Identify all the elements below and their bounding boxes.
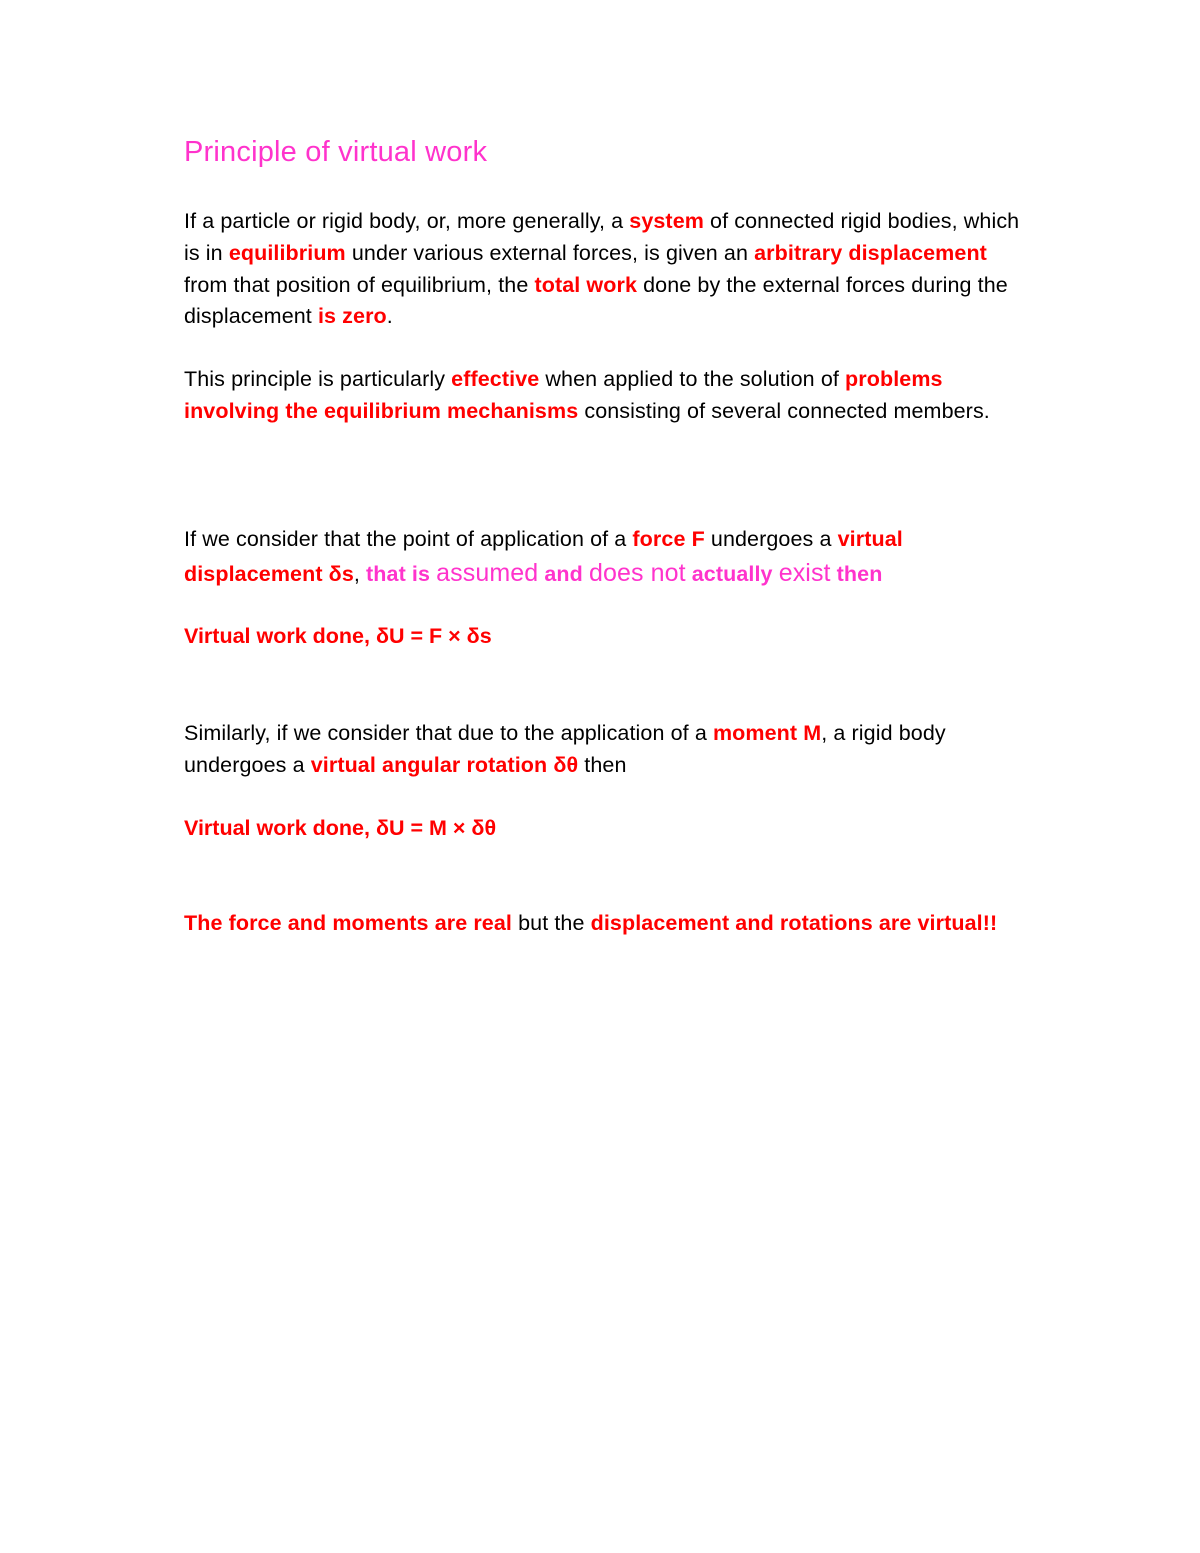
text: This principle is particularly [184, 367, 452, 391]
text: , a rigid body undergoes a [184, 721, 946, 777]
highlight-system: system [629, 209, 704, 233]
text: , [353, 562, 367, 586]
paragraph-conclusion [184, 908, 1034, 940]
pink-text-large: does not [588, 559, 686, 587]
pink-text-large: assumed [436, 559, 539, 587]
text: when applied to the solution of [539, 367, 846, 391]
highlight-real: The force and moments are real [184, 911, 512, 935]
paragraph-force [184, 522, 1034, 591]
text: If we consider that the point of application of a [184, 527, 633, 551]
text: under various external forces, is given an [345, 240, 755, 265]
text: Similarly, if we consider that due to the application of a [184, 721, 713, 745]
highlight-is-zero: is zero [317, 304, 387, 329]
pink-text: and [538, 562, 589, 586]
text: but the [512, 911, 591, 935]
text: from that position of equilibrium, the [184, 272, 535, 297]
highlight-moment-m: moment M [712, 721, 822, 745]
text: done by the external forces during the displacement [184, 272, 1008, 329]
text: then [578, 752, 627, 777]
highlight-force-f: force F [632, 527, 705, 551]
text: undergoes a [704, 527, 838, 551]
paragraph-definition [184, 206, 1034, 333]
formula-moment: Virtual work done, δU = M × δθ [184, 816, 497, 840]
pink-text: then [830, 562, 883, 586]
highlight-virtual-displacement: virtual displacement δs [184, 527, 903, 586]
page-title: Principle of virtual work [184, 136, 488, 168]
formula-force: Virtual work done, δU = F × δs [184, 624, 492, 648]
pink-text-large: exist [778, 559, 831, 587]
highlight-effective: effective [451, 367, 540, 391]
highlight-virtual-rotation: virtual angular rotation δθ [310, 752, 579, 777]
paragraph-application [184, 364, 1034, 428]
paragraph-moment [184, 718, 1034, 782]
highlight-total-work: total work [534, 272, 638, 297]
pink-text: actually [685, 562, 779, 586]
highlight-arbitrary-displacement: arbitrary displacement [754, 240, 987, 265]
text: consisting of several connected members. [578, 398, 990, 423]
highlight-virtual: displacement and rotations are virtual!! [590, 911, 998, 935]
pink-text: that is [366, 562, 437, 586]
highlight-problems: problems involving the equilibrium mechanisms [184, 367, 943, 423]
highlight-equilibrium: equilibrium [228, 240, 346, 265]
text: . [386, 304, 393, 329]
text: If a particle or rigid body, or, more generally, a [184, 209, 630, 233]
text: of connected rigid bodies, which is in [184, 209, 1020, 265]
